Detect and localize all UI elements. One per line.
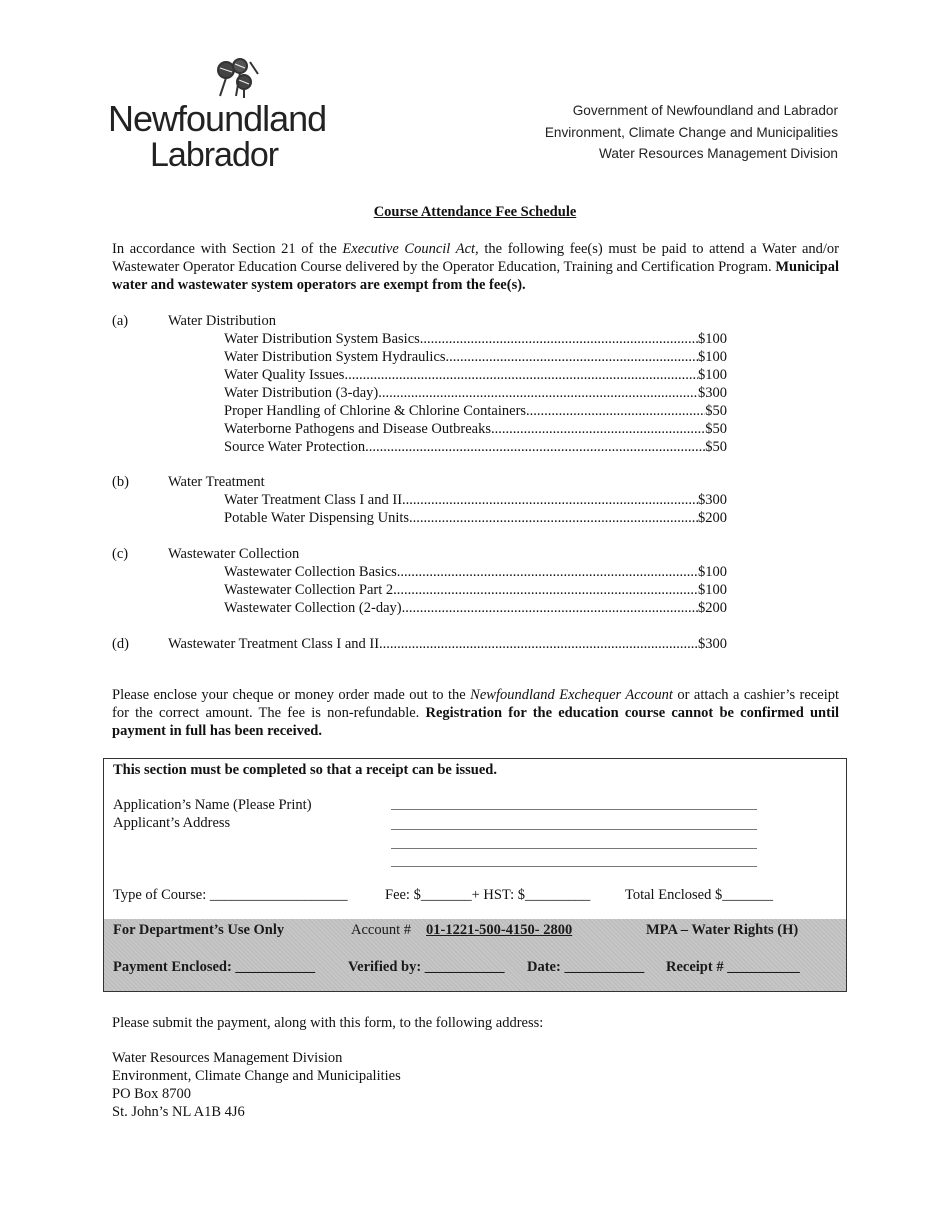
fee-item-label: Proper Handling of Chlorine & Chlorine Containers (224, 403, 527, 419)
receipt-form (103, 758, 847, 992)
gov-line-3: Water Resources Management Division (599, 146, 838, 161)
address-input-line-1[interactable] (391, 829, 757, 830)
fee-item-price: $100 (698, 349, 727, 365)
name-input-line[interactable] (391, 809, 757, 810)
fee-item (224, 420, 727, 438)
fee-item-price: $100 (698, 367, 727, 383)
fee-item-label: Water Distribution System Hydraulics (224, 349, 446, 365)
fee-item-price: $300 (698, 385, 727, 401)
fee-item-label: Water Quality Issues (224, 367, 345, 383)
intro-paragraph (112, 240, 839, 294)
fee-item-price: $50 (705, 421, 727, 437)
registration-warning: Registration for the education course cannot be confirmed until payment in full has been received. (112, 705, 839, 739)
fee-item (224, 402, 727, 420)
course-type-field[interactable]: Type of Course: ___________________ (113, 887, 348, 903)
gov-line-1: Government of Newfoundland and Labrador (572, 103, 838, 118)
nl-logo (108, 56, 348, 176)
fee-item-label: Water Distribution (3-day) (224, 385, 379, 401)
dept-use-label: For Department’s Use Only (113, 922, 285, 938)
section-b-marker: (b) (112, 474, 129, 490)
address-label: Applicant’s Address (113, 815, 231, 831)
fee-item-price: $50 (705, 403, 727, 419)
section-a-marker: (a) (112, 313, 129, 329)
fee-item-price: $200 (698, 510, 727, 526)
address-line-2: Environment, Climate Change and Municipalities (112, 1068, 401, 1084)
fee-item (224, 599, 727, 617)
fee-item-price: $100 (698, 331, 727, 347)
mpa-label: MPA – Water Rights (H) (646, 922, 799, 938)
section-c-marker: (c) (112, 546, 129, 562)
government-header (545, 100, 838, 165)
address-input-line-3[interactable] (391, 866, 757, 867)
fee-item-label: Wastewater Collection Basics (224, 564, 397, 580)
total-enclosed-field[interactable]: Total Enclosed $_______ (625, 887, 773, 903)
gov-line-2: Environment, Climate Change and Municipalities (544, 124, 838, 140)
fee-item (224, 581, 727, 599)
address-line-1: Water Resources Management Division (112, 1050, 343, 1066)
fee-item (224, 509, 727, 527)
exemption-note: Municipal water and wastewater system operators are exempt from the fee(s). (112, 259, 839, 293)
payment-enclosed-field[interactable]: Payment Enclosed: ___________ (113, 959, 316, 975)
fee-item-label: Wastewater Collection Part 2 (224, 582, 394, 598)
fee-item-label: Water Treatment Class I and II (224, 492, 403, 508)
address-line-3: PO Box 8700 (112, 1086, 191, 1102)
department-use-section (104, 919, 846, 991)
fee-item (224, 438, 727, 456)
fee-item (224, 491, 727, 509)
fee-item-label: Source Water Protection (224, 439, 366, 455)
fee-item-label: Wastewater Treatment Class I and II (168, 636, 380, 652)
section-a-title: Water Distribution (168, 313, 276, 329)
section-c-title: Wastewater Collection (168, 546, 300, 562)
logo-line-1: Newfoundland (108, 98, 327, 139)
date-field[interactable]: Date: ___________ (527, 959, 645, 975)
submit-note: Please submit the payment, along with this form, to the following address: (112, 1015, 544, 1031)
fee-item (224, 366, 727, 384)
section-d-marker: (d) (112, 636, 129, 652)
fee-item-price: $100 (698, 564, 727, 580)
fee-item-price: $100 (698, 582, 727, 598)
exchequer-account: Newfoundland Exchequer Account (470, 687, 673, 703)
fee-item-price: $50 (705, 439, 727, 455)
account-number: 01-1221-500-4150- 2800 (426, 922, 573, 938)
fee-item (224, 563, 727, 581)
fee-item (224, 384, 727, 402)
form-heading: This section must be completed so that a receipt can be issued. (113, 762, 497, 778)
fee-item-price: $300 (698, 492, 727, 508)
name-label: Application’s Name (Please Print) (113, 797, 312, 813)
intro-text-2: , the following fee(s) must be paid to attend a Water and/or Wastewater Operator Education Course delivered by the Operator Education, Training and Certification Program. (112, 241, 839, 275)
address-input-line-2[interactable] (391, 848, 757, 849)
verified-by-field[interactable]: Verified by: ___________ (348, 959, 505, 975)
act-name: Executive Council Act (342, 241, 476, 257)
page-title: Course Attendance Fee Schedule (373, 204, 577, 220)
payment-text-2: or attach a cashier’s receipt for the correct amount. The fee is non-refundable. (112, 687, 839, 721)
address-line-4: St. John’s NL A1B 4J6 (112, 1104, 245, 1120)
fee-item (224, 330, 727, 348)
account-label: Account # (351, 922, 411, 938)
fee-field[interactable]: Fee: $_______+ HST: $_________ (385, 887, 591, 903)
fee-item (168, 635, 727, 653)
fee-item-price: $300 (698, 636, 727, 652)
fee-item (224, 348, 727, 366)
section-b-title: Water Treatment (168, 474, 265, 490)
payment-note (112, 686, 839, 740)
logo-line-2: Labrador (150, 136, 279, 174)
fee-item-label: Wastewater Collection (2-day) (224, 600, 402, 616)
fee-item-price: $200 (698, 600, 727, 616)
pitcher-plant-logo-icon (206, 56, 266, 101)
fee-item-label: Waterborne Pathogens and Disease Outbreaks (224, 421, 491, 437)
receipt-field[interactable]: Receipt # __________ (666, 959, 800, 975)
payment-text-1: Please enclose your cheque or money order made out to the (112, 687, 471, 703)
fee-item-label: Water Distribution System Basics (224, 331, 420, 347)
intro-text-1: In accordance with Section 21 of the (112, 241, 343, 257)
fee-item-label: Potable Water Dispensing Units (224, 510, 410, 526)
